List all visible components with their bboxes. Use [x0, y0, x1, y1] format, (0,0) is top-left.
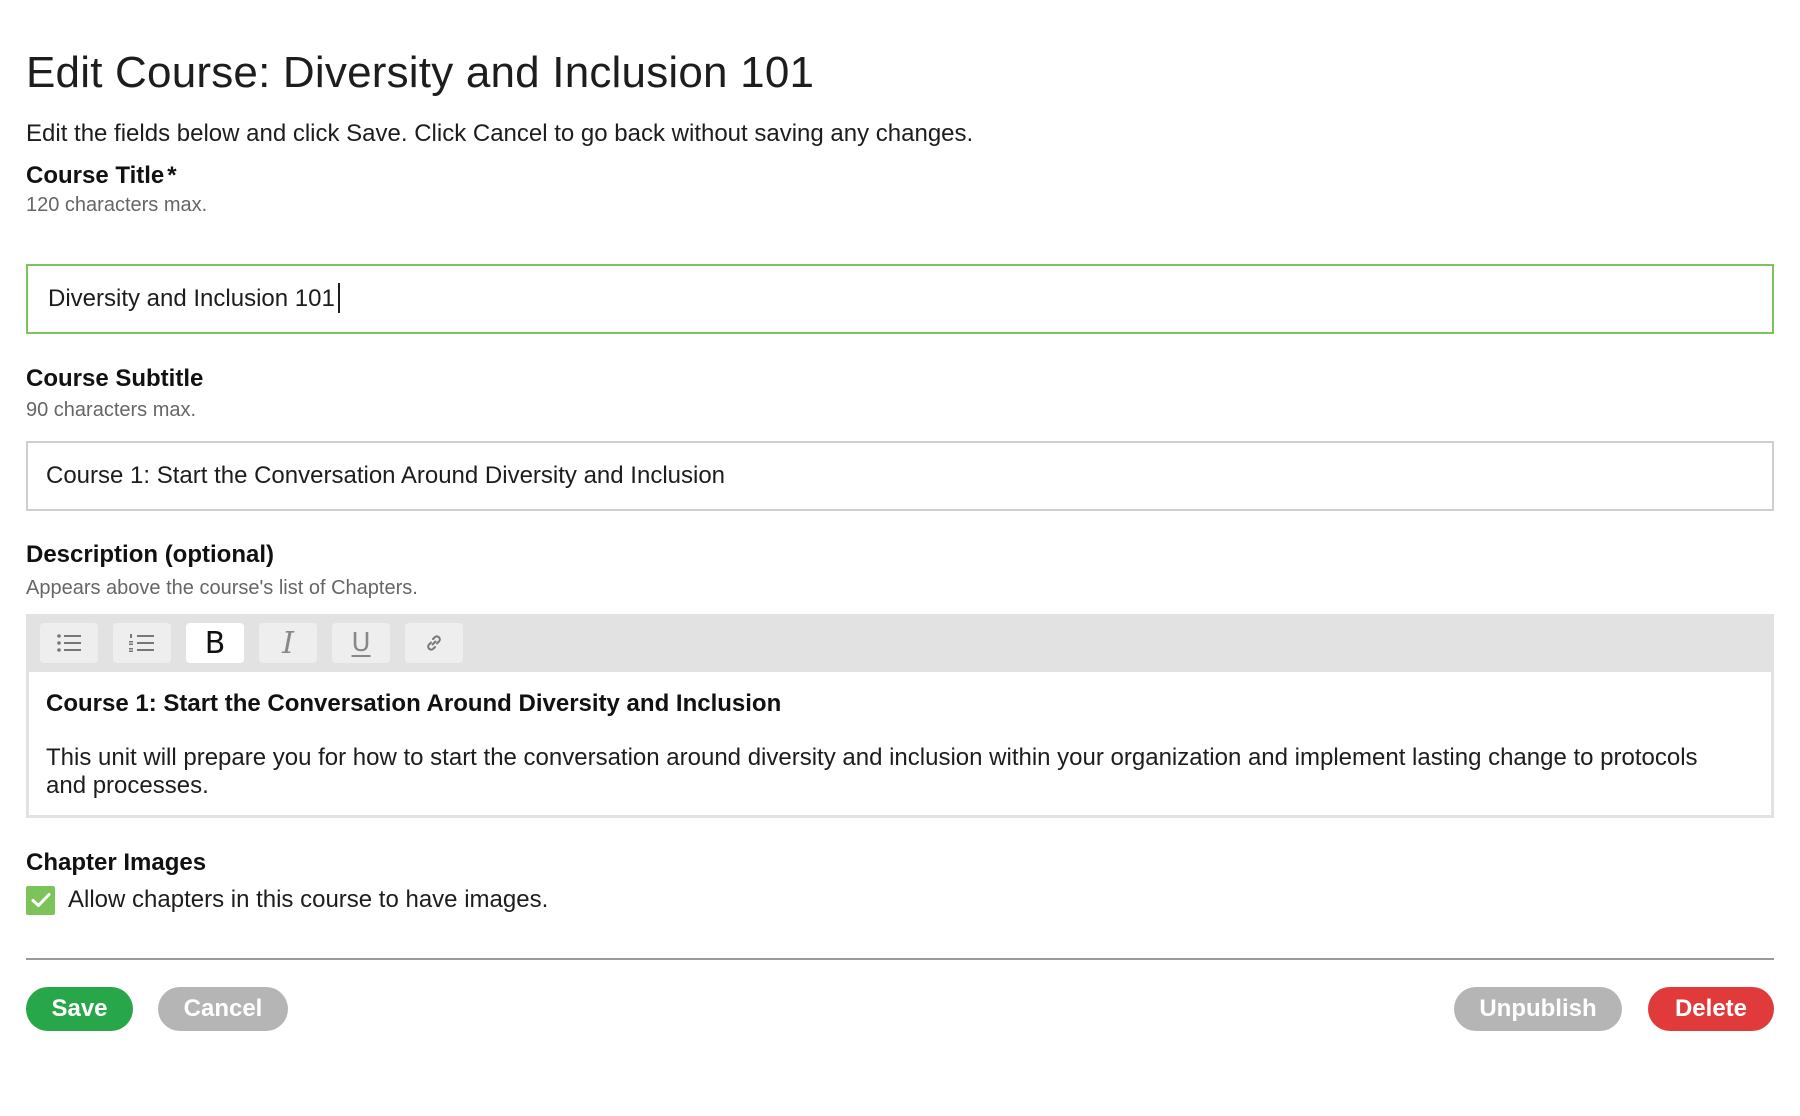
cancel-button[interactable]: Cancel — [158, 987, 288, 1031]
course-title-hint: 120 characters max. — [26, 194, 208, 216]
course-title-value[interactable] — [48, 266, 340, 332]
course-title-input[interactable] — [26, 264, 1774, 334]
numbered-list-button[interactable] — [113, 623, 171, 663]
bullet-list-button[interactable] — [40, 623, 98, 663]
description-label: Description (optional) — [26, 541, 274, 568]
course-title-label-text: Course Title — [26, 162, 165, 189]
link-icon — [424, 633, 444, 653]
italic-button[interactable] — [259, 623, 317, 663]
underline-button[interactable] — [332, 623, 390, 663]
chapter-images-option — [26, 884, 548, 916]
link-button[interactable] — [405, 623, 463, 663]
course-subtitle-input[interactable] — [26, 441, 1774, 511]
description-heading: Course 1: Start the Conversation Around Diversity and Inclusion — [46, 690, 782, 717]
bullet-list-icon — [56, 633, 82, 653]
description-editor — [26, 614, 1774, 818]
description-hint: Appears above the course's list of Chapters. — [26, 577, 418, 599]
italic-icon: I — [282, 625, 294, 661]
unpublish-button[interactable]: Unpublish — [1454, 987, 1622, 1031]
bold-button[interactable] — [186, 623, 244, 663]
save-button[interactable]: Save — [26, 987, 133, 1031]
course-subtitle-label: Course Subtitle — [26, 365, 204, 392]
underline-icon: U — [351, 628, 371, 658]
course-title-label — [26, 162, 177, 190]
course-title-text: Diversity and Inclusion 101 — [48, 285, 335, 312]
delete-button[interactable]: Delete — [1648, 987, 1774, 1031]
required-marker: * — [167, 162, 177, 189]
bold-icon: B — [204, 625, 226, 661]
description-body: This unit will prepare you for how to start the conversation around diversity and inclusion within your organization and implement lasting change to protocols and processes. — [46, 744, 1698, 799]
chapter-images-checkbox[interactable] — [26, 886, 55, 915]
chapter-images-checkbox-label: Allow chapters in this course to have images. — [68, 886, 549, 913]
page-intro: Edit the fields below and click Save. Click Cancel to go back without saving any changes. — [26, 120, 974, 147]
text-caret — [338, 283, 340, 313]
chapter-images-label: Chapter Images — [26, 849, 207, 876]
form-divider — [26, 958, 1774, 960]
editor-content[interactable] — [46, 690, 1711, 800]
course-subtitle-hint: 90 characters max. — [26, 399, 197, 421]
numbered-list-icon — [129, 633, 155, 653]
check-icon — [31, 892, 51, 908]
editor-toolbar — [29, 617, 1771, 672]
page-title: Edit Course: Diversity and Inclusion 101 — [26, 48, 815, 97]
